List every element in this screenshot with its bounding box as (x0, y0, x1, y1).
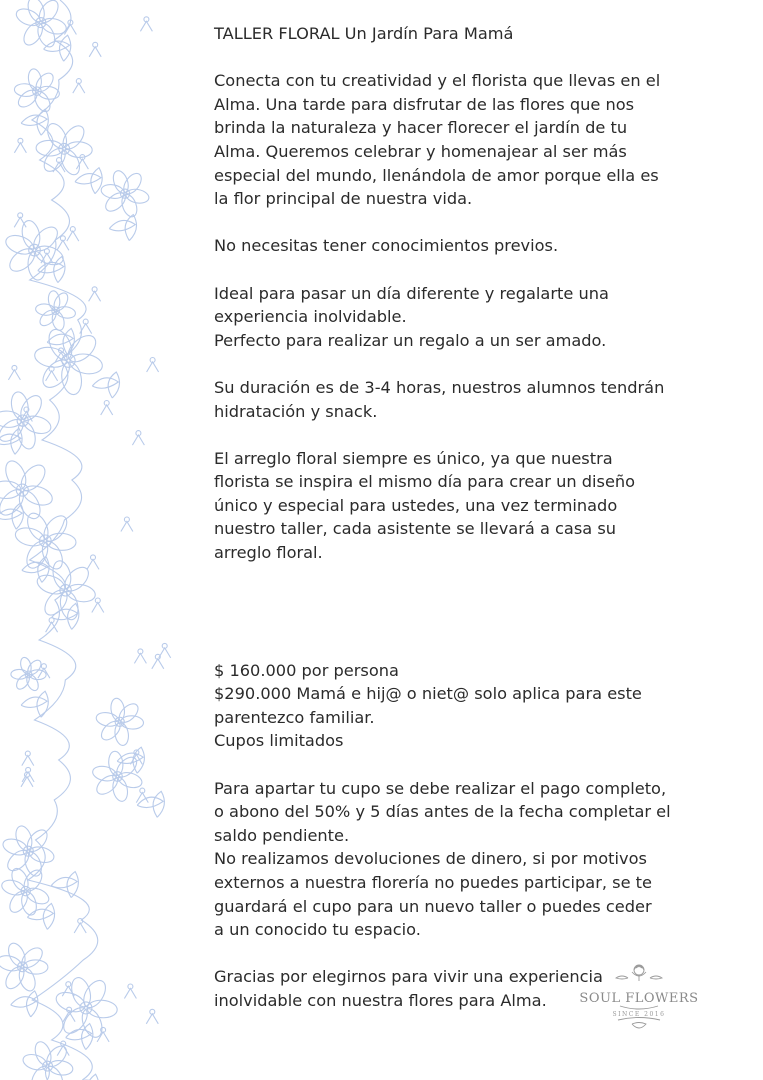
text-line: saldo pendiente. (214, 825, 350, 845)
text-line: guardará el cupo para un nuevo taller o puedes ceder (214, 896, 652, 916)
text-line: Perfecto para realizar un regalo a un ser amado. (214, 330, 607, 350)
policy-paragraph (214, 777, 684, 942)
text-line: El arreglo floral siempre es único, ya que nuestra (214, 448, 613, 468)
text-line: la flor principal de nuestra vida. (214, 189, 473, 209)
text-line: No necesitas tener conocimientos previos. (214, 236, 559, 256)
prices-paragraph (214, 659, 684, 753)
text-line: experiencia inolvidable. (214, 307, 407, 327)
text-line: o abono del 50% y 5 días antes de la fecha completar el (214, 802, 671, 822)
text-line: Alma. Una tarde para disfrutar de las flores que nos (214, 94, 635, 114)
text-line: externos a nuestra florería no puedes participar, se te (214, 873, 652, 892)
text-line: único y especial para ustedes, una vez terminado (214, 495, 618, 515)
text-line: nuestro taller, cada asistente se llevará a casa su (214, 519, 617, 539)
text-line: Gracias por elegirnos para vivir una experiencia (214, 967, 603, 987)
document-body (214, 22, 684, 1013)
no-prior-paragraph (214, 234, 684, 258)
duration-paragraph (214, 376, 684, 423)
text-line: No realizamos devoluciones de dinero, si por motivos (214, 849, 647, 869)
ideal-paragraph (214, 282, 684, 353)
text-line: $ 160.000 por persona (214, 660, 399, 680)
intro-paragraph (214, 69, 684, 211)
text-line: Alma. Queremos celebrar y homenajear al ser más (214, 141, 627, 161)
text-line: Para apartar tu cupo se debe realizar el pago completo, (214, 778, 667, 798)
text-line: parentezco familiar. (214, 707, 375, 727)
text-line: brinda la naturaleza y hacer florecer el jardín de tu (214, 118, 628, 138)
text-line: florista se inspira el mismo día para crear un diseño (214, 472, 636, 492)
soul-flowers-logo (578, 958, 700, 1038)
document-title: TALLER FLORAL Un Jardín Para Mamá (214, 24, 514, 43)
text-line: Ideal para pasar un día diferente y regalarte una (214, 283, 609, 303)
text-line: arreglo floral. (214, 543, 323, 563)
logo-name: SOUL FLOWERS (579, 991, 699, 1006)
text-line: Conecta con tu creatividad y el florista que llevas en el (214, 71, 661, 91)
text-line: Su duración es de 3-4 horas, nuestros alumnos tendrán (214, 377, 665, 397)
text-line: hidratación y snack. (214, 401, 378, 421)
text-line: especial del mundo, llenándola de amor porque ella es (214, 165, 659, 185)
text-line: Cupos limitados (214, 731, 344, 751)
text-line: a un conocido tu espacio. (214, 920, 421, 940)
text-line: $290.000 Mamá e hij@ o niet@ solo aplica para este (214, 684, 642, 704)
text-line: inolvidable con nuestra flores para Alma. (214, 990, 547, 1010)
logo-since: SINCE 2016 (612, 1011, 666, 1018)
floral-border-illustration (0, 0, 175, 1080)
arrangement-paragraph (214, 447, 684, 565)
